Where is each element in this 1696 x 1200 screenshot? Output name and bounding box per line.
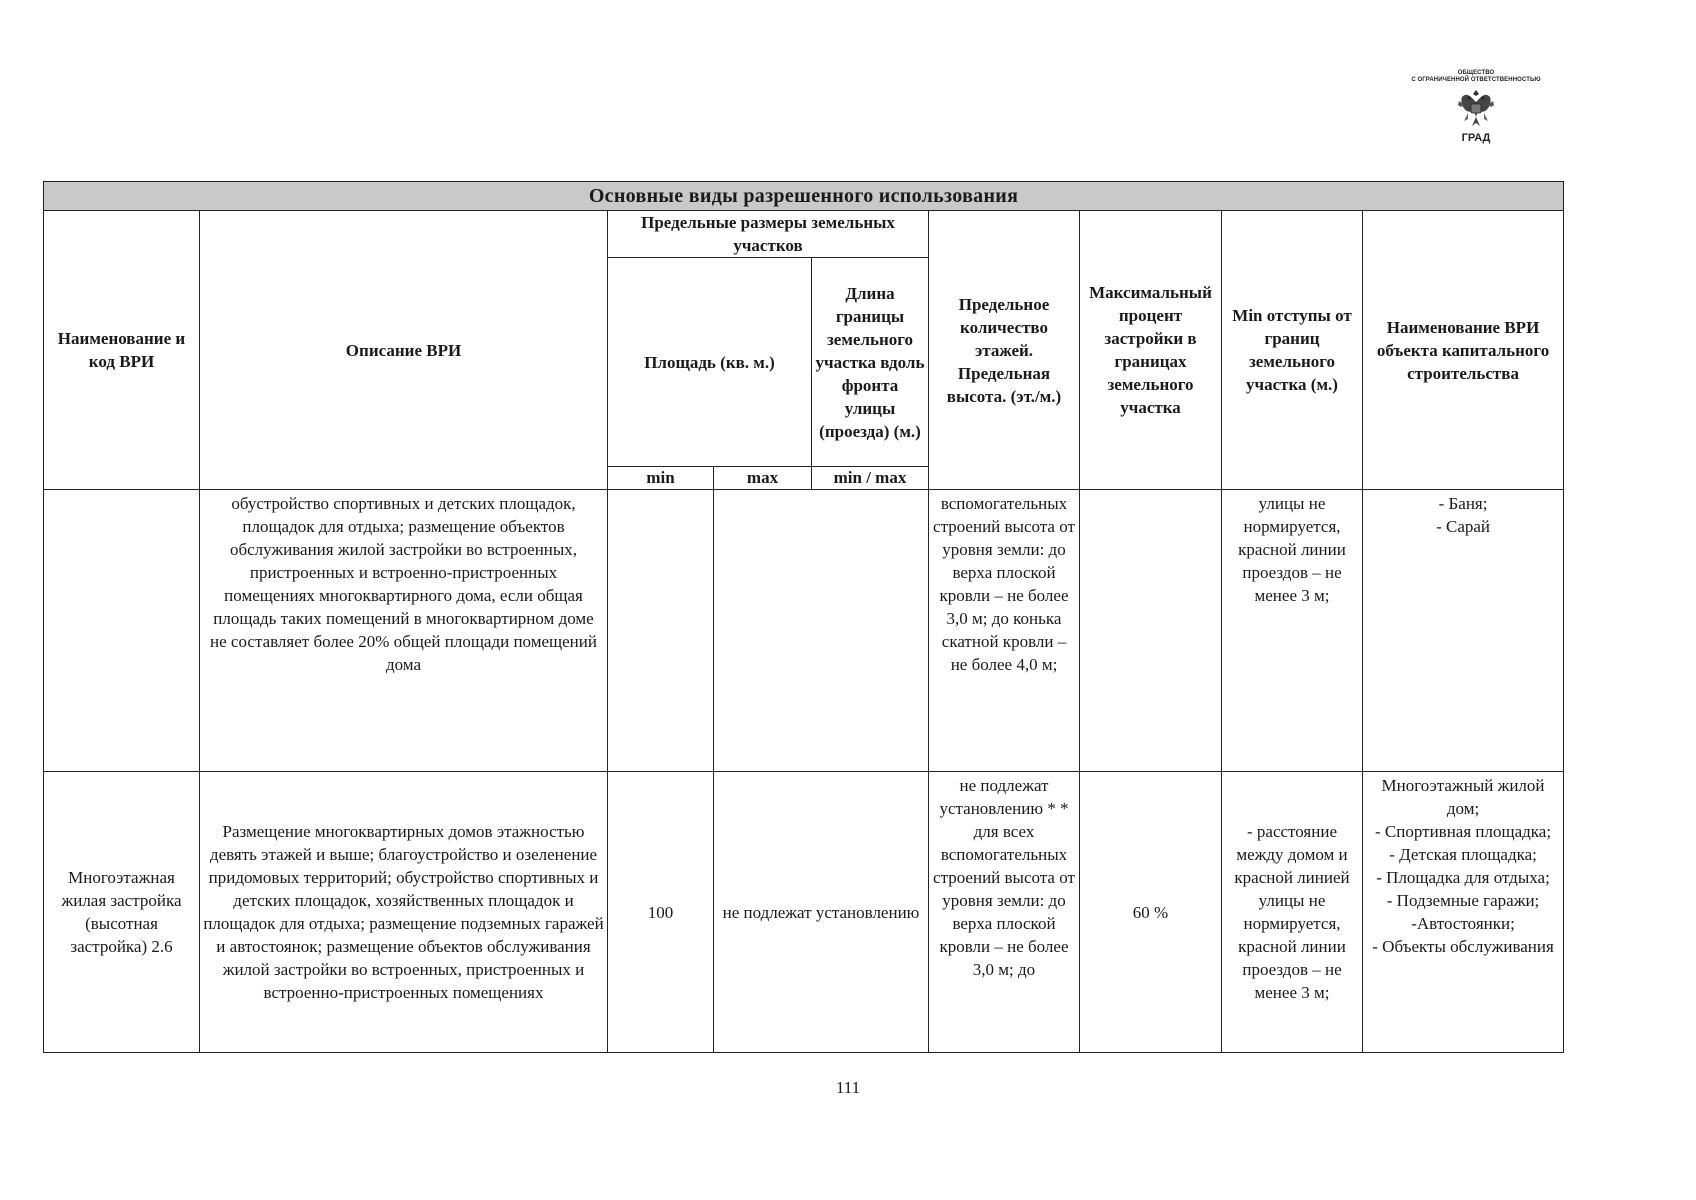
cell-capital-object: - Баня; - Сарай: [1363, 490, 1564, 772]
header-area-max: max: [714, 467, 812, 490]
cell-floors: вспомогательных строений высота от уровня земли: до верха плоской кровли – не более 3,0 м; до конька скатной кровли – не более 4,0 м;: [929, 490, 1080, 772]
cell-max-percent: 60 %: [1080, 772, 1222, 1053]
cell-setbacks: улицы не нормируется, красной линии проездов – не менее 3 м;: [1222, 490, 1363, 772]
table-row: [44, 772, 1564, 1053]
logo-org-line-2: С ОГРАНИЧЕННОЙ ОТВЕТСТВЕННОСТЬЮ: [1411, 77, 1541, 83]
table-title: Основные виды разрешенного использования: [44, 182, 1564, 211]
table-title-row: [44, 182, 1564, 211]
logo-name: ГРАД: [1461, 132, 1491, 144]
cell-area-min: 100: [608, 772, 714, 1053]
cell-description: Размещение многоквартирных домов этажностью девять этажей и выше; благоустройство и озеленение придомовых территорий; обустройство спортивных и детских площадок, хозяйственных площадок и площадок для отдыха; размещение подземных гаражей и автостоянок; размещение объектов обслуживания жилой застройки во встроенных, пристроенных и встроенно-пристроенных помещениях: [200, 772, 608, 1053]
cell-setbacks: - расстояние между домом и красной линией улицы не нормируется, красной линии проездов – не менее 3 м;: [1222, 772, 1363, 1053]
header-row-1: [44, 211, 1564, 258]
page-number: 111: [835, 1078, 861, 1097]
permitted-use-table: [43, 181, 1564, 1053]
logo-org-line-1: ОБЩЕСТВО: [1457, 70, 1495, 76]
header-max-percent: Максимальный процент застройки в границах земельного участка: [1080, 211, 1222, 490]
cell-floors: не подлежат установлению * * для всех вспомогательных строений высота от уровня земли: до верха плоской кровли – не более 3,0 м; до: [929, 772, 1080, 1053]
cell-capital-object: Многоэтажный жилой дом; - Спортивная площадка; - Детская площадка; - Площадка для отдыха; - Подземные гаражи; -Автостоянки; - Объекты обслуживания: [1363, 772, 1564, 1053]
cell-area-min: [608, 490, 714, 772]
header-floors: Предельное количество этажей. Предельная высота. (эт./м.): [929, 211, 1080, 490]
double-headed-eagle-icon: [1456, 87, 1496, 131]
header-capital-object: Наименование ВРИ объекта капитального строительства: [1363, 211, 1564, 490]
cell-area-max-frontage: [714, 490, 929, 772]
header-frontage: Длина границы земельного участка вдоль фронта улицы (проезда) (м.): [812, 258, 929, 467]
header-area-min: min: [608, 467, 714, 490]
table-row: [44, 490, 1564, 772]
cell-description: обустройство спортивных и детских площадок, площадок для отдыха; размещение объектов обслуживания жилой застройки во встроенных, пристроенных и встроенно-пристроенных помещениях многоквартирного дома, если общая площадь таких помещений в многоквартирном доме не составляет более 20% общей площади помещений дома: [200, 490, 608, 772]
company-logo: [1392, 70, 1560, 156]
header-name-code: Наименование и код ВРИ: [44, 211, 200, 490]
header-setbacks: Min отступы от границ земельного участка (м.): [1222, 211, 1363, 490]
header-area: Площадь (кв. м.): [608, 258, 812, 467]
header-plot-sizes: Предельные размеры земельных участков: [608, 211, 929, 258]
cell-area-max-frontage: не подлежат установлению: [714, 772, 929, 1053]
header-description: Описание ВРИ: [200, 211, 608, 490]
cell-name-code: Многоэтажная жилая застройка (высотная застройка) 2.6: [44, 772, 200, 1053]
header-frontage-min-max: min / max: [812, 467, 929, 490]
cell-max-percent: [1080, 490, 1222, 772]
cell-name-code: [44, 490, 200, 772]
